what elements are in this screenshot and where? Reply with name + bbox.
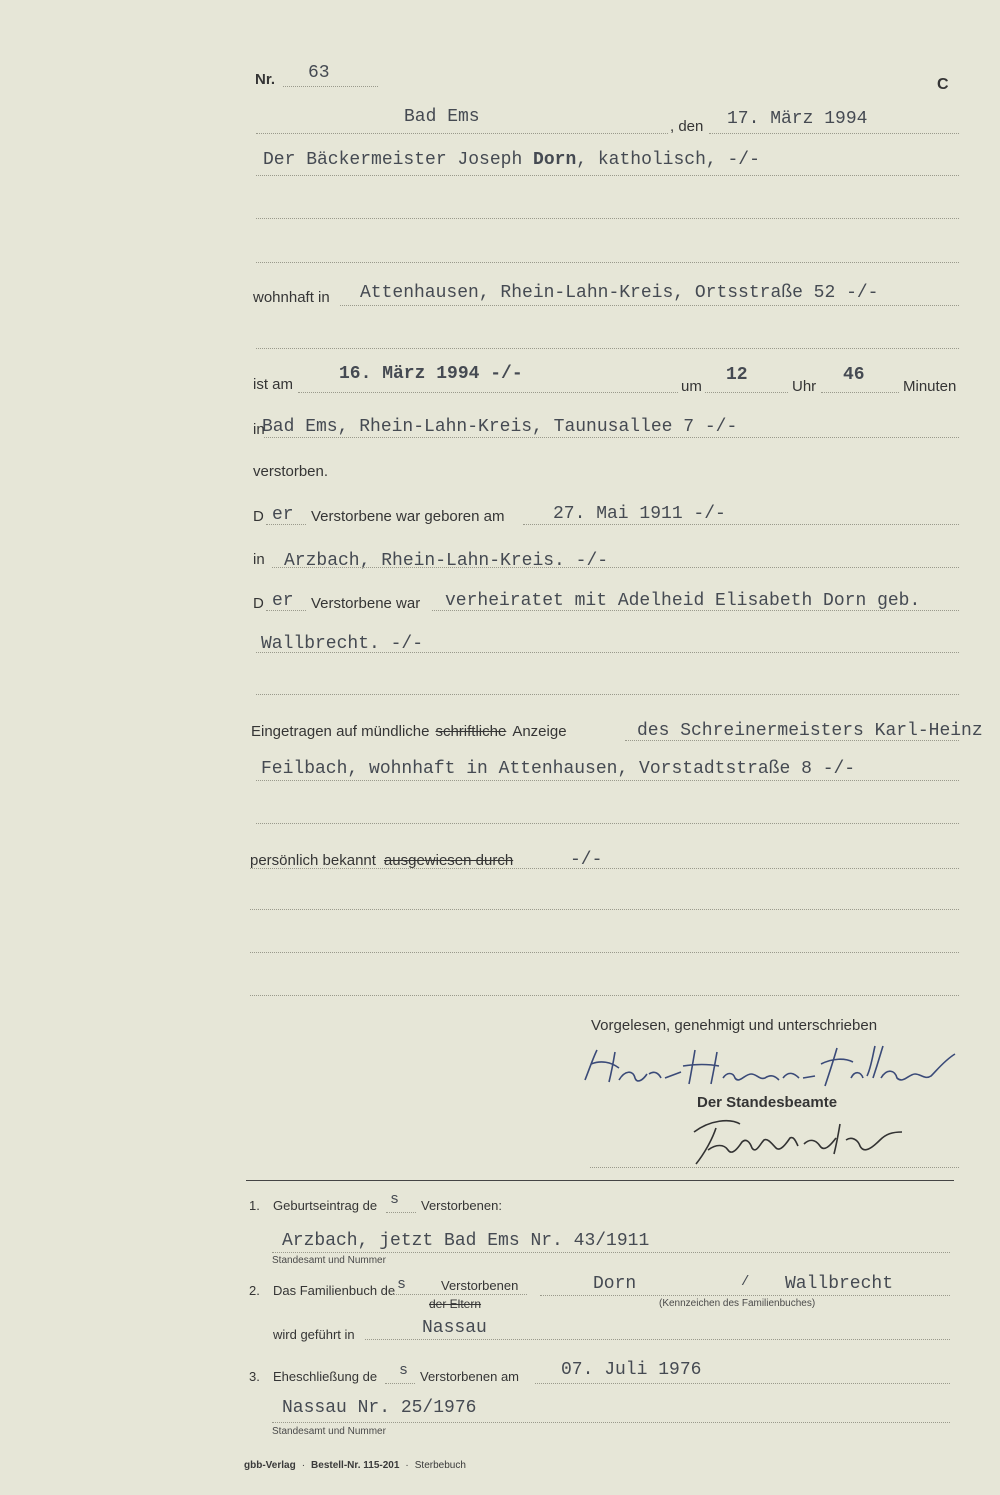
identity-mark: -/- [570, 850, 603, 870]
marital-d-label: D [253, 595, 264, 612]
birth-d-suffix: er [272, 505, 294, 525]
footer-publisher: gbb-Verlag [244, 1460, 296, 1471]
death-date: 16. März 1994 -/- [339, 364, 523, 384]
note-3-value-rule [272, 1422, 950, 1423]
nr-label: Nr. [255, 71, 276, 88]
registration-line-2: Feilbach, wohnhaft in Attenhausen, Vorstadtstraße 8 -/- [261, 759, 856, 779]
footer-form: Sterbebuch [414, 1460, 466, 1471]
birth-d-label: D [253, 508, 264, 525]
identity-struck: ausgewiesen durch [383, 852, 514, 869]
note-3-label-b: Verstorbenen am [420, 1369, 520, 1384]
note-1-value: Arzbach, jetzt Bad Ems Nr. 43/1911 [282, 1231, 650, 1251]
identity-rule [250, 868, 959, 869]
registration-line-1: des Schreinermeisters Karl-Heinz [637, 721, 983, 741]
registration-rule-1 [625, 740, 959, 741]
um-label: um [681, 378, 702, 395]
declarant-line [263, 150, 760, 170]
blank-rule-5 [256, 823, 959, 824]
gefuehrt-label: wird geführt in [273, 1327, 355, 1342]
minuten-label: Minuten [903, 378, 957, 395]
marriage-date-rule [535, 1383, 950, 1384]
anzeige-label: Anzeige [512, 723, 567, 740]
birth-place: Arzbach, Rhein-Lahn-Kreis. -/- [284, 551, 609, 571]
death-minutes: 46 [843, 365, 865, 385]
declarant-rule [256, 175, 959, 176]
death-place: Bad Ems, Rhein-Lahn-Kreis, Taunusallee 7 -/- [262, 417, 738, 437]
note-1-value-rule [272, 1252, 950, 1253]
verstorben-label: verstorben. [253, 463, 329, 480]
kennzeichen-caption: (Kennzeichen des Familienbuches) [659, 1298, 816, 1309]
registration-rule-2 [256, 780, 959, 781]
birth-date-rule [523, 524, 959, 525]
note-3-label-a: Eheschließung de [273, 1369, 378, 1384]
note-3-fill: s [399, 1362, 409, 1379]
section-divider [246, 1180, 954, 1181]
familienbuch-name-1: Dorn [593, 1274, 637, 1294]
death-place-rule [264, 437, 959, 438]
in-label: in [253, 421, 265, 438]
blank-rule-4 [256, 694, 959, 695]
note-1-label-b: Verstorbenen: [421, 1198, 502, 1213]
declarant-prefix: Der Bäckermeister Joseph [263, 150, 534, 170]
registration-prefix: Eingetragen auf mündliche [251, 723, 430, 740]
residence-label: wohnhaft in [253, 289, 330, 306]
standesamt-caption-2: Standesamt und Nummer [272, 1426, 386, 1437]
marriage-date: 07. Juli 1976 [561, 1360, 702, 1380]
marital-rule-1 [432, 610, 959, 611]
blank-rule-2 [256, 262, 959, 263]
closing-text: Vorgelesen, genehmigt und unterschrieben [591, 1017, 878, 1034]
note-2-number: 2. [249, 1283, 260, 1298]
declarant-surname: Dorn [533, 150, 577, 170]
marital-line-2: Wallbrecht. -/- [261, 634, 424, 654]
birth-date: 27. Mai 1911 -/- [553, 504, 726, 524]
familienbuch-rule [540, 1295, 950, 1296]
familienbuch-name-2: Wallbrecht [785, 1274, 894, 1294]
marital-label: Verstorbene war [311, 595, 421, 612]
marital-d-rule [266, 610, 306, 611]
blank-rule-3 [256, 348, 959, 349]
date-line [709, 133, 959, 134]
declarant-signature [575, 1040, 965, 1098]
familienbuch-place-rule [365, 1339, 950, 1340]
note-2-option-b: der Eltern [429, 1297, 482, 1311]
death-date-rule [298, 392, 678, 393]
note-2-fill: s [397, 1276, 407, 1293]
identity-label: persönlich bekannt [250, 852, 376, 869]
note-2-option-a: Verstorbenen [441, 1278, 519, 1293]
birth-label: Verstorbene war geboren am [311, 508, 505, 525]
marital-line-1: verheiratet mit Adelheid Elisabeth Dorn geb. [445, 591, 921, 611]
residence-value: Attenhausen, Rhein-Lahn-Kreis, Ortsstraße 52 -/- [360, 283, 879, 303]
marital-d-suffix: er [272, 591, 294, 611]
hour-rule [705, 392, 788, 393]
den-label: , den [670, 118, 704, 135]
entry-number: 63 [308, 63, 330, 83]
standesbeamte-label: Der Standesbeamte [697, 1094, 838, 1111]
place-line [256, 133, 668, 134]
familienbuch-place: Nassau [422, 1318, 487, 1338]
blank-rule-7 [250, 952, 959, 953]
note-3-number: 3. [249, 1369, 260, 1384]
birth-d-rule [266, 524, 306, 525]
note-1-label-a: Geburtseintrag de [273, 1198, 378, 1213]
note-3-value: Nassau Nr. 25/1976 [282, 1398, 477, 1418]
declarant-suffix: , katholisch, -/- [576, 150, 760, 170]
blank-rule-1 [256, 218, 959, 219]
registry-place: Bad Ems [404, 107, 480, 127]
note-2-label: Das Familienbuch de [273, 1283, 396, 1298]
birth-in-label: in [253, 551, 265, 568]
minutes-rule [821, 392, 899, 393]
corner-mark: C [937, 76, 949, 93]
registration-struck: schriftliche [435, 723, 507, 740]
note-1-fill-rule [386, 1212, 416, 1213]
registration-line [251, 723, 567, 740]
identity-line [250, 852, 513, 869]
note-3-fill-rule [385, 1383, 415, 1384]
nr-line [283, 86, 378, 87]
familienbuch-separator: / [741, 1274, 750, 1290]
note-1-number: 1. [249, 1198, 260, 1213]
registry-date: 17. März 1994 [727, 109, 868, 129]
birth-place-rule [272, 567, 959, 568]
marital-rule-2 [256, 652, 959, 653]
footer: gbb-Verlag · Bestell-Nr. 115-201 · Sterbebuch [244, 1460, 466, 1471]
death-hour: 12 [726, 365, 748, 385]
officer-signature [680, 1110, 920, 1170]
ist-am-label: ist am [253, 376, 294, 393]
blank-rule-6 [250, 909, 959, 910]
officer-signature-rule [590, 1167, 959, 1168]
note-1-fill: s [390, 1191, 400, 1208]
uhr-label: Uhr [792, 378, 817, 395]
blank-rule-8 [250, 995, 959, 996]
standesamt-caption-1: Standesamt und Nummer [272, 1255, 386, 1266]
residence-rule [340, 305, 959, 306]
footer-order: Bestell-Nr. 115-201 [311, 1460, 400, 1471]
note-2-option-rule [392, 1294, 527, 1295]
